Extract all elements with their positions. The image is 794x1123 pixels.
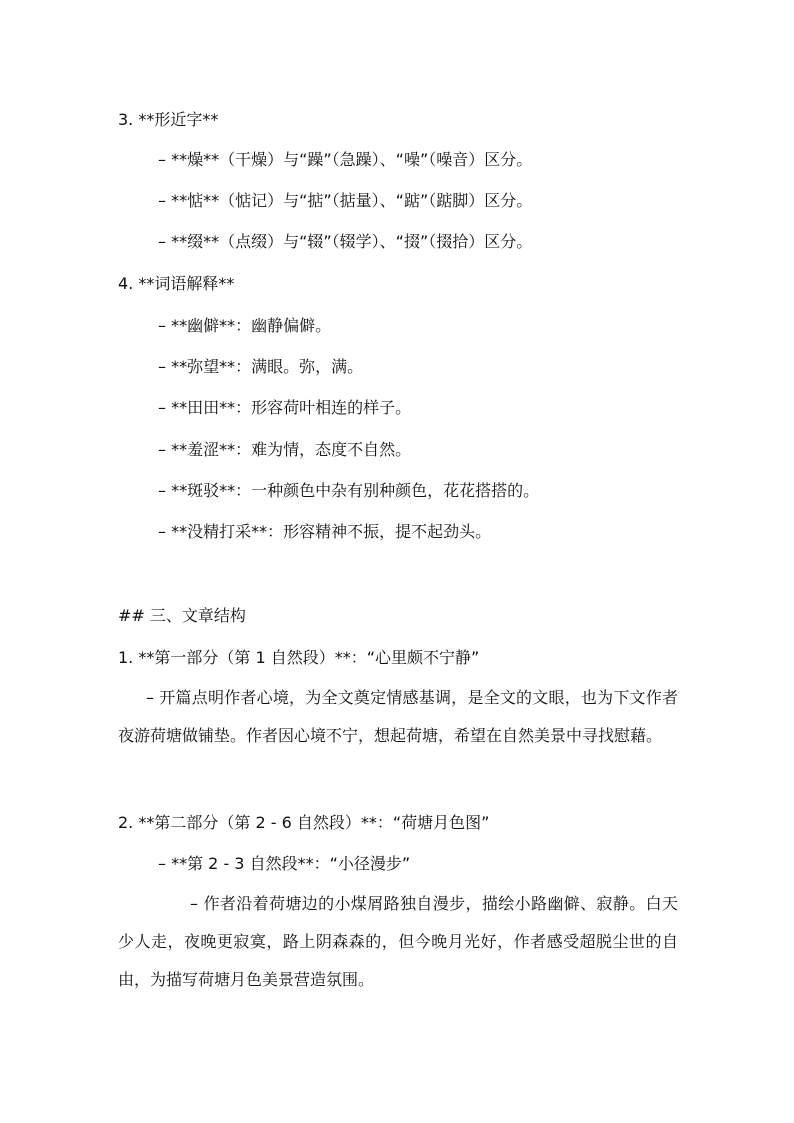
section3-heading: 3. **形近字** xyxy=(118,110,219,129)
list-item: – **没精打采**：形容精神不振，提不起劲头。 xyxy=(158,522,492,541)
list-item: – **惦**（惦记）与“掂”（掂量）、“踮”（踮脚）区分。 xyxy=(158,191,533,210)
section4-heading: 4. **词语解释** xyxy=(118,274,235,293)
list-item: – **缀**（点缀）与“辍”（辍学）、“掇”（掇拾）区分。 xyxy=(158,232,533,251)
part2-subheading: – **第 2 - 3 自然段**：“小径漫步” xyxy=(158,854,411,873)
part2-title: 2. **第二部分（第 2 - 6 自然段）**：“荷塘月色图” xyxy=(118,813,490,832)
list-item: – **羞涩**：难为情，态度不自然。 xyxy=(158,440,412,459)
part1-description: – 开篇点明作者心境，为全文奠定情感基调，是全文的文眼，也为下文作者夜游荷塘做铺垫。作者因心境不宁，想起荷塘，希望在自然美景中寻找慰藉。 xyxy=(118,688,678,745)
list-item: – **燥**（干燥）与“躁”（急躁）、“噪”（噪音）区分。 xyxy=(158,150,533,169)
part1-title: 1. **第一部分（第 1 自然段）**：“心里颇不宁静” xyxy=(118,648,480,667)
list-item: – **弥望**：满眼。弥，满。 xyxy=(158,357,364,376)
part2-description: – 作者沿着荷塘边的小煤屑路独自漫步，描绘小路幽僻、寂静。白天少人走，夜晚更寂寞，路上阴森森的，但今晚月光好，作者感受超脱尘世的自由，为描写荷塘月色美景营造氛围。 xyxy=(118,894,678,989)
list-item: – **斑驳**：一种颜色中杂有别种颜色，花花搭搭的。 xyxy=(158,481,540,500)
list-item: – **田田**：形容荷叶相连的样子。 xyxy=(158,398,412,417)
structure-heading: ## 三、文章结构 xyxy=(118,606,246,625)
list-item: – **幽僻**：幽静偏僻。 xyxy=(158,316,332,335)
